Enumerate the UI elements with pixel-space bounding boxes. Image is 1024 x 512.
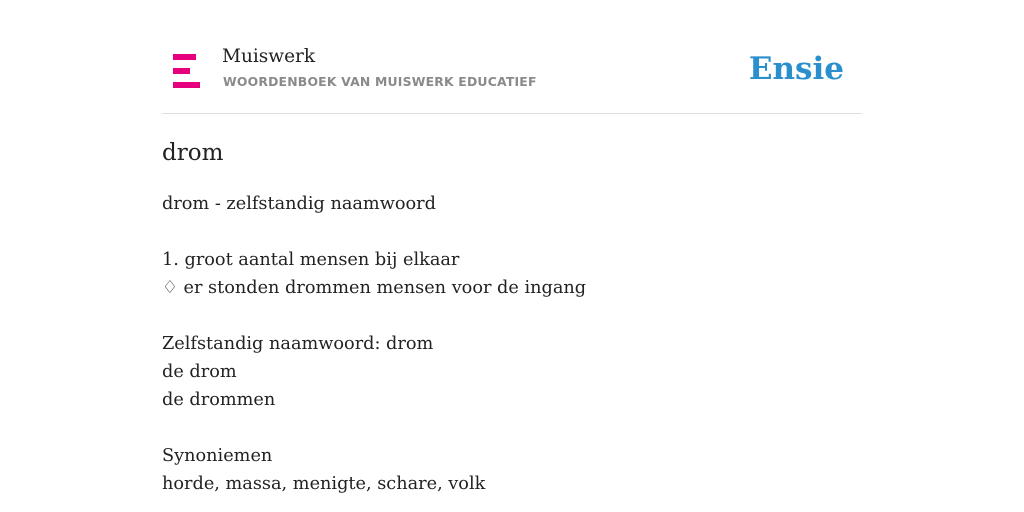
line-spacer bbox=[162, 218, 586, 246]
muiswerk-logo-icon[interactable] bbox=[173, 54, 200, 88]
definition-line: drom - zelfstandig naamwoord bbox=[162, 194, 436, 214]
definition-body bbox=[162, 190, 586, 498]
site-name[interactable]: Muiswerk bbox=[222, 46, 316, 67]
line-spacer bbox=[162, 414, 586, 442]
definition-line: 1. groot aantal mensen bij elkaar bbox=[162, 250, 460, 270]
definition-line: de drom bbox=[162, 362, 237, 382]
page-title: drom bbox=[162, 140, 224, 166]
line-spacer bbox=[162, 302, 586, 330]
logo-bar-top bbox=[173, 54, 196, 60]
definition-line: ♢ er stonden drommen mensen voor de ingang bbox=[162, 278, 587, 298]
site-subtitle: WOORDENBOEK VAN MUISWERK EDUCATIEF bbox=[223, 74, 537, 89]
site-header bbox=[162, 0, 862, 114]
ensie-logo-link[interactable]: Ensie bbox=[748, 51, 844, 87]
logo-bar-middle bbox=[173, 68, 190, 74]
main-content bbox=[162, 137, 862, 494]
definition-line: Zelfstandig naamwoord: drom bbox=[162, 334, 434, 354]
definition-line: Synoniemen bbox=[162, 446, 273, 466]
definition-line: de drommen bbox=[162, 390, 276, 410]
logo-bar-bottom bbox=[173, 82, 200, 88]
definition-line: horde, massa, menigte, schare, volk bbox=[162, 474, 486, 494]
